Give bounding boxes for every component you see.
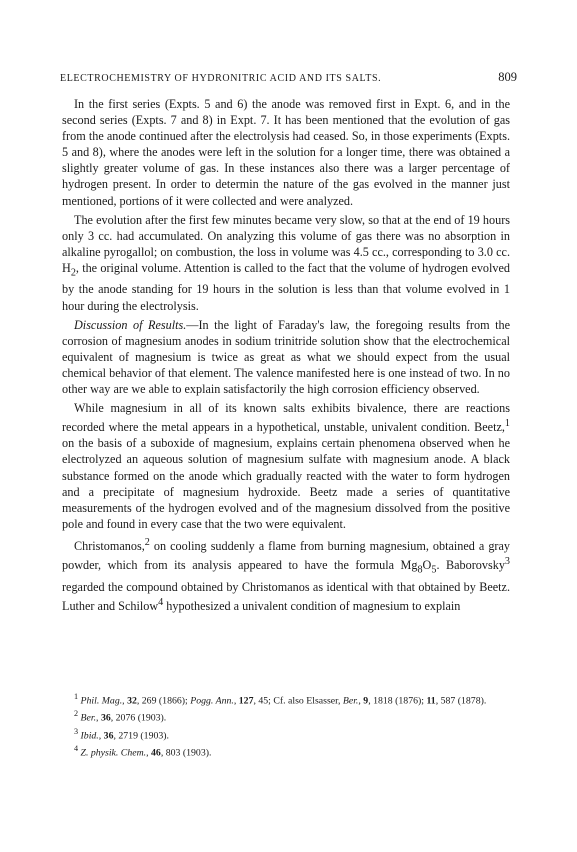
footnote-ref-4[interactable]: 4 — [158, 596, 164, 608]
running-header — [60, 70, 517, 86]
volume-number: 36 — [103, 729, 114, 741]
paragraph-4-text-a: While magnesium in all of its known salts exhibits bivalence, there are reactions recorded where the metal appears in a hypothetical, unstable, univalent condition. Beetz, — [62, 401, 510, 435]
section-heading-discussion: Discussion of Results. — [74, 317, 187, 332]
subscript: 8 — [417, 564, 423, 576]
journal-name: Ibid. — [80, 729, 99, 741]
paragraph-2-text-b: , the original volume. Attention is called to the fact that the volume of hydrogen evolved by the anode standing for 19 hours in the solution is less than that volume evolved in 1 hour during the electrolysis. — [62, 260, 510, 313]
footnote-2: $^2$ Ber., 36, 2076 (1903). — [74, 709, 167, 724]
paragraph-5-text-f: hypothesized a univalent condition of magnesium to explain — [163, 598, 461, 613]
paragraph-2 — [62, 212, 510, 314]
paragraph-1-text: In the first series (Expts. 5 and 6) the anode was removed first in Expt. 6, and in the second series (Expts. 7 and 8) in Expt. 7. It has been mentioned that the evolution of gas from the anode continued after the electrolysis had ceased. So, in those experiments (Expts. 5 and 8), where the anodes were left in the solution for a longer time, there was obtained a slightly greater volume of gas. In these instances also there was a larger percentage of hydrogen present. In order to determin the nature of the gas evolved in the manner just mentioned, portions of it were collected and were analyzed. — [62, 97, 510, 208]
journal-name: Ber. — [342, 695, 359, 707]
citation-text: , 587 (1878). — [435, 695, 487, 707]
subscript: 2 — [70, 267, 76, 279]
journal-name: Ber. — [80, 712, 97, 724]
journal-name: Z. physik. Chem. — [80, 747, 147, 759]
citation-text: , 2719 (1903). — [113, 729, 169, 741]
volume-number: 11 — [426, 695, 436, 707]
footnote-number: 1 — [74, 692, 79, 701]
paragraph-3-text: —In the light of Faraday's law, the foregoing results from the corrosion of magnesium anodes in sodium trinitride solution show that the electrochemical equivalent of magnesium is twice as great as what we should expect from the usual chemical behavior of that element. The valence manifested here is one instead of two. In no other way are we able to explain satisfactorily the high corrosion efficiency observed. — [62, 317, 510, 397]
paragraph-2-text-a: The evolution after the first few minutes became very slow, so that at the end of 19 hours only 3 cc. had accumulated. On analyzing this volume of gas there was no absorption in alkaline pyrogallol; on combustion, the loss in volume was 4.5 cc., corresponding to 3.0 cc. H — [62, 212, 510, 275]
paragraph-5-text-e: regarded the compound obtained by Christomanos as identical with that obtained by Beetz. Luther and Schilow — [62, 579, 510, 613]
paragraph-4-text-b: on the basis of a suboxide of magnesium, explains certain phenomena observed when he electrolyzed an aqueous solution of magnesium sulfate with magnesium anode. A black substance formed on the anode which gradually reacted with the water to form hydrogen and a precipitate of magnesium hydroxide. Beetz made a series of quantitative measurements of the hydrogen evolved and of the magnesium dissolved from the positive pole and found in every case that the two were equivalent. — [62, 436, 510, 531]
citation-text: , 1818 (1876); — [368, 695, 427, 707]
paragraph-4 — [62, 400, 510, 532]
footnote-number: 2 — [74, 709, 79, 719]
paragraph-5-text-b: on cooling suddenly a flame from burning magnesium, obtained a gray powder, which from its analysis appeared to have the formula Mg — [62, 539, 510, 573]
volume-number: 127 — [238, 695, 254, 707]
footnote-ref-2[interactable]: 2 — [144, 536, 150, 548]
footnote-number: 4 — [74, 743, 79, 753]
citation-text: , 803 (1903). — [160, 747, 212, 759]
page-number: 809 — [498, 70, 517, 84]
journal-name: Pogg. Ann. — [190, 695, 234, 707]
citation-text: , 2076 (1903). — [110, 712, 167, 724]
volume-number: 46 — [151, 747, 161, 759]
volume-number: 9 — [363, 695, 369, 707]
footnote-ref-3[interactable]: 3 — [504, 556, 510, 568]
paragraph-1 — [62, 96, 510, 209]
footnote-ref-1[interactable]: 1 — [504, 418, 510, 430]
footnote-1: $^1$ Phil. Mag., 32, 269 (1866); Pogg. Ann., 127, 45; Cf. also Elsasser, Ber., 9, 1818 (1876); 11, 587 (1878). — [74, 692, 487, 707]
paragraph-5-text-d: . Baborovsky — [436, 558, 505, 573]
footnotes — [62, 690, 510, 759]
paragraph-5-text-a: Christomanos, — [74, 539, 145, 553]
citation-text: , 269 (1866); — [136, 695, 191, 707]
running-title: ELECTROCHEMISTRY OF HYDRONITRIC ACID AND ITS SALTS. — [60, 73, 382, 84]
footnote-4: $^4$ Z. physik. Chem., 46, 803 (1903). — [74, 743, 212, 759]
footnote-number: 3 — [74, 726, 79, 736]
journal-name: Phil. Mag. — [80, 695, 123, 707]
volume-number: 32 — [127, 695, 137, 707]
body-text — [62, 96, 510, 614]
paragraph-5 — [62, 535, 510, 614]
footnote-3: $^3$ Ibid., 36, 2719 (1903). — [74, 726, 169, 741]
volume-number: 36 — [100, 712, 111, 724]
subscript: 5 — [431, 564, 437, 576]
paragraph-3 — [62, 317, 510, 397]
paragraph-5-text-c: O — [422, 558, 432, 573]
citation-text: , 45; Cf. also Elsasser, — [253, 695, 343, 707]
